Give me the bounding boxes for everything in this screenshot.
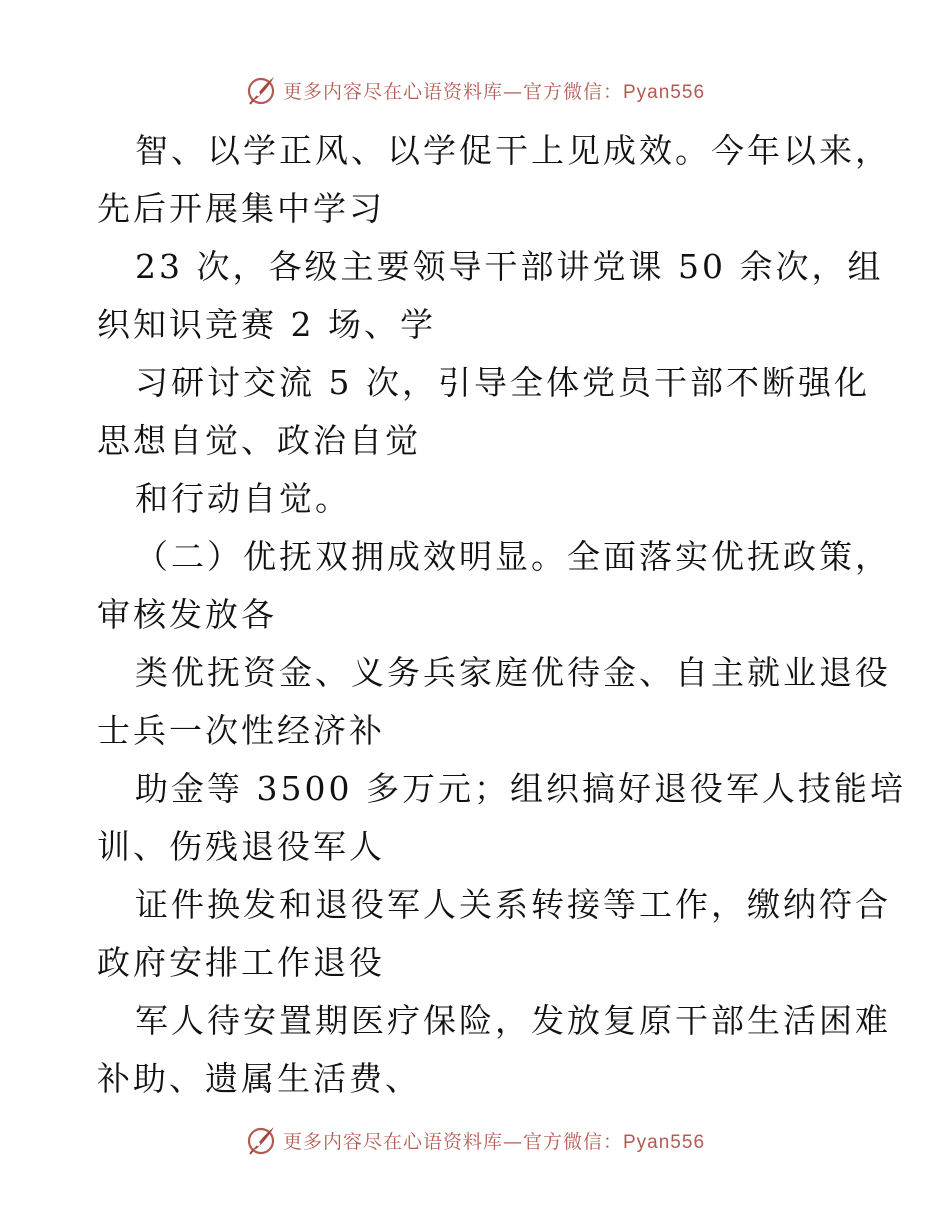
text-line: 23 次，各级主要领导干部讲党课 50 余次，组 — [135, 247, 884, 286]
header-watermark — [0, 70, 950, 110]
text-line: 士兵一次性经济补 — [97, 711, 385, 750]
text-line: 证件换发和退役军人关系转接等工作，缴纳符合 — [135, 885, 891, 924]
text-line: （二）优抚双拥成效明显。全面落实优抚政策， — [135, 537, 891, 576]
feather-pen-seal-icon — [245, 1124, 277, 1156]
text-line: 补助、遗属生活费、 — [97, 1059, 421, 1098]
text-line: 习研讨交流 5 次，引导全体党员干部不断强化 — [135, 363, 870, 402]
text-line: 军人待安置期医疗保险，发放复原干部生活困难 — [135, 1001, 891, 1040]
text-line: 智、以学正风、以学促干上见成效。今年以来， — [135, 131, 891, 170]
text-line: 审核发放各 — [97, 595, 277, 634]
watermark-text: 更多内容尽在心语资料库—官方微信：Pyan556 — [282, 1130, 706, 1153]
watermark-text: 更多内容尽在心语资料库—官方微信：Pyan556 — [282, 80, 706, 103]
text-line: 思想自觉、政治自觉 — [97, 421, 421, 460]
footer-watermark — [0, 1120, 950, 1160]
text-line: 织知识竞赛 2 场、学 — [97, 305, 436, 344]
text-line: 训、伤残退役军人 — [97, 827, 385, 866]
text-line: 类优抚资金、义务兵家庭优待金、自主就业退役 — [135, 653, 891, 692]
feather-pen-seal-icon — [245, 74, 277, 106]
text-line: 先后开展集中学习 — [97, 189, 385, 228]
text-line: 政府安排工作退役 — [97, 943, 385, 982]
text-line: 和行动自觉。 — [135, 479, 351, 518]
text-line: 助金等 3500 多万元；组织搞好退役军人技能培 — [135, 769, 906, 808]
document-body — [97, 122, 906, 1108]
